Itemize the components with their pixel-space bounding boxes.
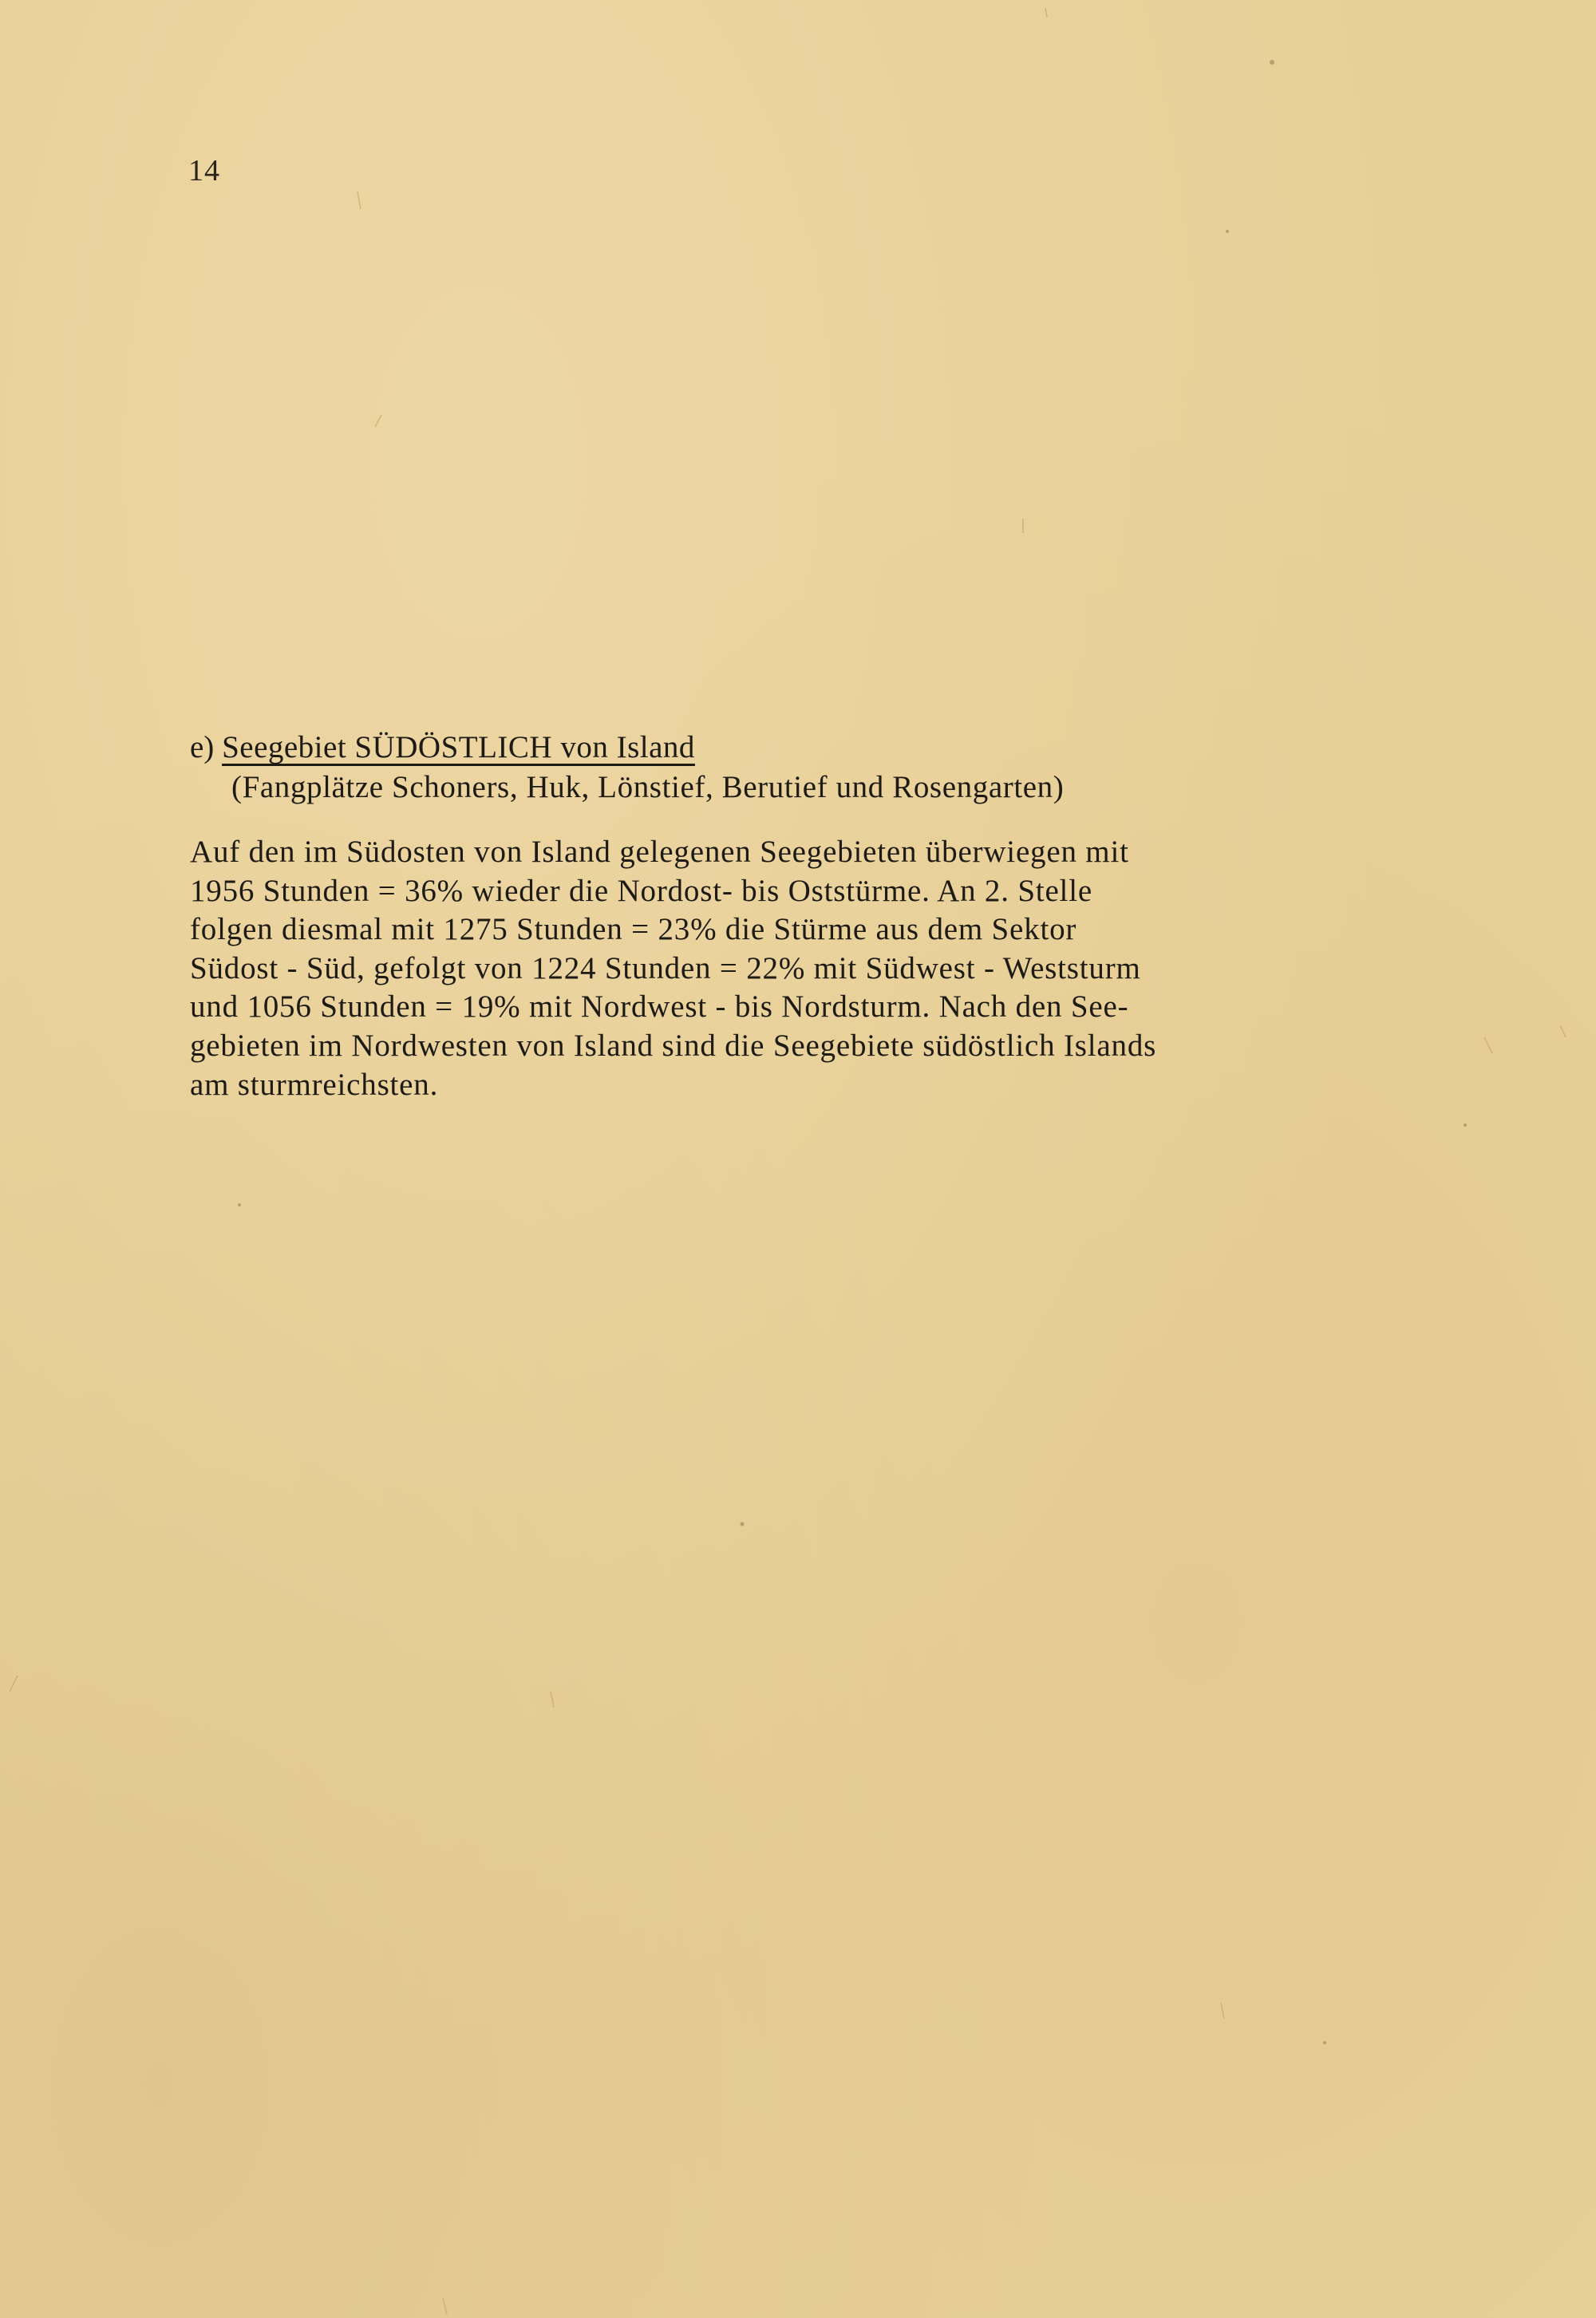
paragraph-line: und 1056 Stunden = 19% mit Nordwest - bis Nordsturm. Nach den See- (190, 989, 1129, 1025)
section-heading-title: Seegebiet SÜDÖSTLICH von Island (222, 730, 695, 764)
section-heading (190, 728, 1435, 768)
page-number: 14 (188, 154, 220, 188)
paragraph-line: am sturmreichsten. (190, 1067, 439, 1102)
paragraph-line: folgen diesmal mit 1275 Stunden = 23% die Stürme aus dem Sektor (190, 912, 1077, 947)
paragraph-line: Auf den im Südosten von Island gelegenen Seegebieten überwiegen mit (190, 835, 1129, 869)
section-subtitle: (Fangplätze Schoners, Huk, Lönstief, Berutief und Rosengarten) (231, 770, 1065, 804)
paragraph-line: Südost - Süd, gefolgt von 1224 Stunden = 22% mit Südwest - Weststurm (190, 950, 1141, 985)
paragraph-line: 1956 Stunden = 36% wieder die Nordost- bis Oststürme. An 2. Stelle (190, 873, 1092, 908)
paragraph-line: gebieten im Nordwesten von Island sind die Seegebiete südöstlich Islands (190, 1028, 1157, 1063)
section-e (190, 728, 1435, 1104)
body-paragraph (190, 833, 1435, 1104)
section-heading-prefix: e) (190, 730, 215, 764)
